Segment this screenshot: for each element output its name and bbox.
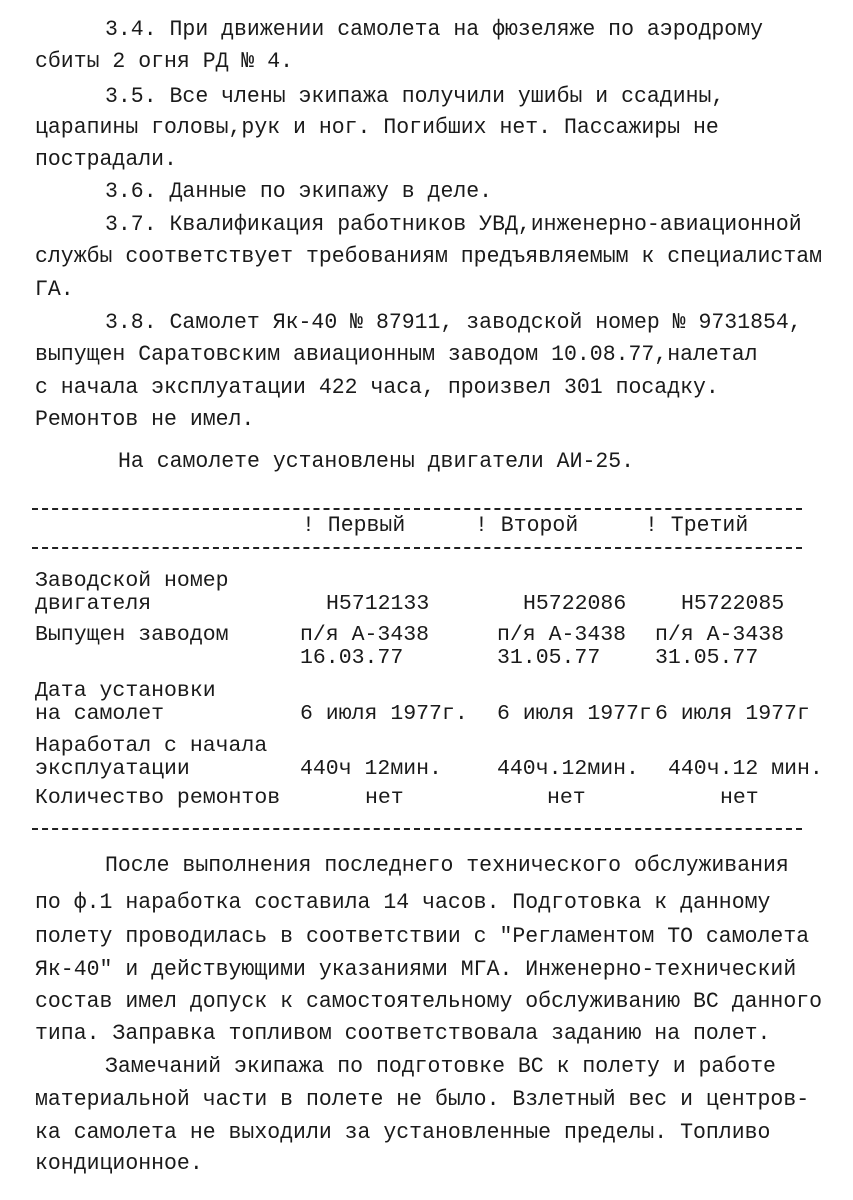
paragraph-line: Ремонтов не имел. xyxy=(35,407,255,433)
table-cell: п/я А-3438 31.05.77 xyxy=(497,623,627,670)
table-header-second: ! Второй xyxy=(475,513,579,539)
table-cell: Н5722086 xyxy=(523,591,627,616)
table-cell: 440ч.12 мин. xyxy=(668,756,823,781)
paragraph-line: пострадали. xyxy=(35,147,177,173)
table-row-label: Количество ремонтов xyxy=(35,786,281,810)
paragraph-line: службы соответствует требованиям предъявляемым к специалистам xyxy=(35,244,823,270)
paragraph-line: кондиционное. xyxy=(35,1151,203,1177)
paragraph-line: состав имел допуск к самостоятельному обслуживанию ВС данного xyxy=(35,989,823,1015)
table-header-third: ! Третий xyxy=(645,513,749,539)
paragraph-line: по ф.1 наработка составила 14 часов. Подготовка к данному xyxy=(35,890,771,916)
table-cell: нет xyxy=(720,786,759,810)
table-row-label: Дата установки на самолет xyxy=(35,679,216,726)
table-cell: Н5722085 xyxy=(681,591,785,616)
paragraph-line: выпущен Саратовским авиационным заводом 10.08.77,налетал xyxy=(35,342,758,368)
paragraph-line: типа. Заправка топливом соответствовала заданию на полет. xyxy=(35,1021,771,1047)
table-cell: нет xyxy=(365,786,404,810)
paragraph-line: 3.7. Квалификация работников УВД,инженерно-авиационной xyxy=(105,212,802,238)
table-row-label: Наработал с начала эксплуатации xyxy=(35,734,268,781)
paragraph-line: 3.6. Данные по экипажу в деле. xyxy=(105,179,493,205)
paragraph-line: Як-40" и действующими указаниями МГА. Инженерно-технический xyxy=(35,957,797,983)
table-rule-top xyxy=(32,508,802,510)
table-cell: 440ч 12мин. xyxy=(300,756,442,781)
table-row-label: Выпущен заводом xyxy=(35,623,229,647)
table-cell: Н5712133 xyxy=(326,591,430,616)
table-cell: 6 июля 1977г xyxy=(655,701,810,726)
table-rule-header xyxy=(32,547,802,549)
paragraph-line: царапины головы,рук и ног. Погибших нет. Пассажиры не xyxy=(35,115,719,141)
paragraph-line: с начала эксплуатации 422 часа, произвел 301 посадку. xyxy=(35,375,719,401)
paragraph-line: ка самолета не выходили за установленные пределы. Топливо xyxy=(35,1120,771,1146)
table-cell: 6 июля 1977г xyxy=(497,701,652,726)
engines-caption: На самолете установлены двигатели АИ-25. xyxy=(118,449,635,475)
paragraph-line: 3.8. Самолет Як-40 № 87911, заводской номер № 9731854, xyxy=(105,310,802,336)
paragraph-line: Замечаний экипажа по подготовке ВС к полету и работе xyxy=(105,1054,776,1080)
paragraph-line: После выполнения последнего технического обслуживания xyxy=(105,853,789,879)
paragraph-line: полету проводилась в соответствии с "Регламентом ТО самолета xyxy=(35,924,810,950)
table-cell: нет xyxy=(547,786,586,810)
table-row-label: Заводской номер двигателя xyxy=(35,569,229,616)
paragraph-line: ГА. xyxy=(35,277,74,303)
table-cell: 6 июля 1977г. xyxy=(300,701,468,726)
paragraph-line: 3.5. Все члены экипажа получили ушибы и ссадины, xyxy=(105,84,725,110)
table-cell: п/я А-3438 31.05.77 xyxy=(655,623,785,670)
table-cell: п/я А-3438 16.03.77 xyxy=(300,623,430,670)
paragraph-line: 3.4. При движении самолета на фюзеляже по аэродрому xyxy=(105,17,764,43)
paragraph-line: сбиты 2 огня РД № 4. xyxy=(35,49,294,75)
table-header-first: ! Первый xyxy=(302,513,406,539)
table-rule-bottom xyxy=(32,828,802,830)
paragraph-line: материальной части в полете не было. Взлетный вес и центров- xyxy=(35,1087,810,1113)
table-cell: 440ч.12мин. xyxy=(497,756,639,781)
